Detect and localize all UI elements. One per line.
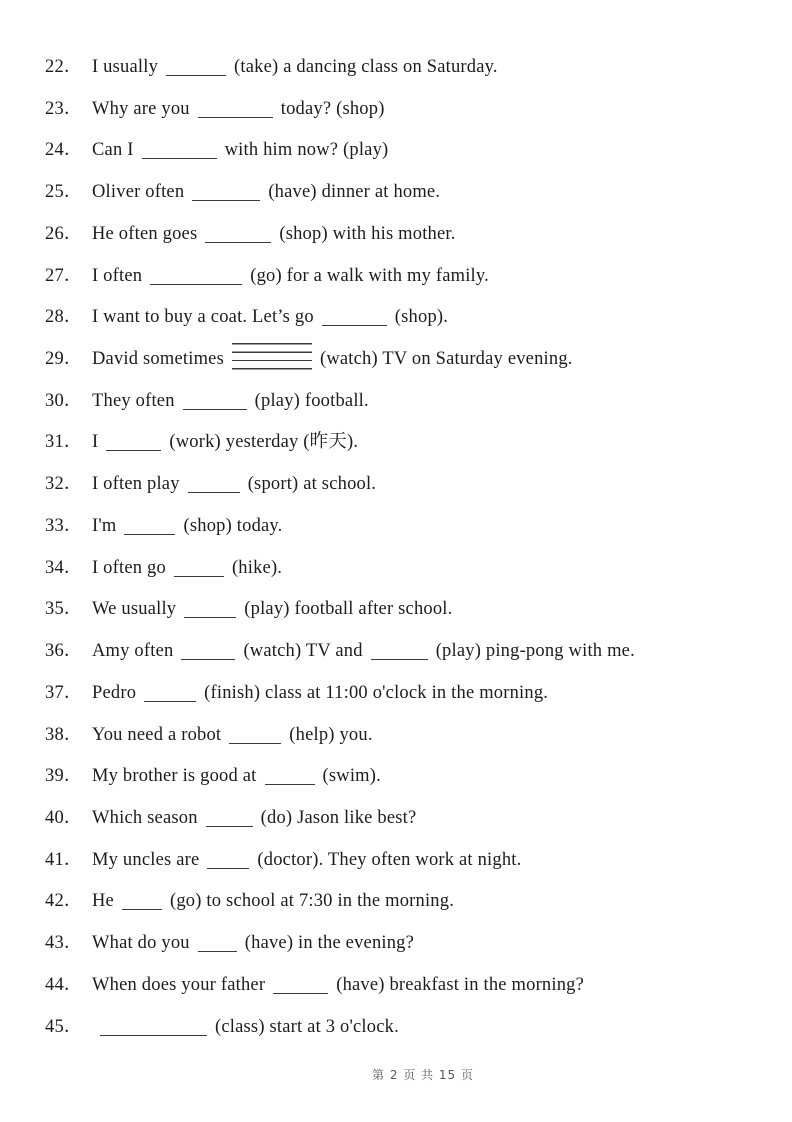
blank-line <box>142 147 217 159</box>
exercise-item <box>45 715 792 757</box>
item-number: 36． <box>45 641 83 662</box>
item-text: You need a robot <box>92 724 222 745</box>
item-text: I <box>92 432 99 453</box>
blank-line <box>144 690 196 702</box>
blank-line <box>181 648 235 660</box>
page-footer <box>27 1066 792 1083</box>
item-number: 31． <box>45 432 83 453</box>
item-text: Pedro <box>92 682 137 703</box>
item-text: (take) a dancing class on Saturday. <box>234 57 498 77</box>
item-text: I usually <box>92 57 159 77</box>
item-number: 34． <box>45 557 83 578</box>
blank-line <box>188 481 240 493</box>
item-text: Which season <box>92 807 198 828</box>
blank-line <box>371 648 428 660</box>
item-text: (shop). <box>394 307 449 328</box>
item-number: 43． <box>45 933 83 954</box>
item-number: 26． <box>45 223 83 244</box>
exercise-item <box>45 756 792 798</box>
blank-line <box>198 940 237 952</box>
item-text: He often goes <box>92 223 198 244</box>
exercise-item <box>45 214 792 256</box>
item-number: 30． <box>45 390 83 411</box>
exercise-item <box>45 297 792 339</box>
item-text: (sport) at school. <box>247 474 377 495</box>
item-number: 38． <box>45 724 83 745</box>
blank-line <box>150 273 242 285</box>
blank-line <box>207 857 249 869</box>
item-number: 23． <box>45 98 83 119</box>
item-text: Why are you <box>92 98 190 119</box>
item-text: They often <box>92 390 175 411</box>
exercise-item <box>45 130 792 172</box>
item-text: Oliver often <box>92 182 185 203</box>
item-text: My uncles are <box>92 849 200 870</box>
exercise-item <box>45 172 792 214</box>
blank-line <box>273 982 328 994</box>
item-text: Amy often <box>92 641 174 662</box>
item-text: (go) to school at 7:30 in the morning. <box>169 891 455 912</box>
item-text: Can I <box>92 140 134 161</box>
blank-line <box>184 606 236 618</box>
item-number: 33． <box>45 515 83 536</box>
item-text: (play) football. <box>254 390 369 411</box>
item-text: My brother is good at <box>92 766 257 787</box>
item-text: (swim). <box>322 766 381 787</box>
item-text: I'm <box>92 515 117 536</box>
item-text: I want to buy a coat. Let’s go <box>92 307 314 328</box>
item-text: (have) dinner at home. <box>268 182 441 203</box>
item-number: 28． <box>45 307 83 328</box>
blank-line <box>265 773 315 785</box>
exercise-item <box>45 631 792 673</box>
item-text: I often <box>92 265 143 286</box>
item-number: 29． <box>45 349 83 370</box>
exercise-item <box>45 47 792 89</box>
item-number: 35． <box>45 599 83 620</box>
blank-line <box>229 732 281 744</box>
item-text: (doctor). They often work at night. <box>257 849 522 870</box>
item-text: (hike). <box>231 557 283 578</box>
item-text: (watch) TV and <box>243 641 363 662</box>
item-number: 24． <box>45 140 83 161</box>
item-text: (go) for a walk with my family. <box>250 265 489 286</box>
blank-stack-lines <box>232 343 312 370</box>
exercise-item <box>45 589 792 631</box>
blank-line <box>205 231 271 243</box>
blank-line <box>124 523 175 535</box>
blank-line <box>183 398 247 410</box>
item-text: When does your father <box>92 974 266 995</box>
blank-line <box>174 565 224 577</box>
item-text: (finish) class at 11:00 o'clock in the morning. <box>204 682 549 703</box>
exercise-item <box>45 339 792 381</box>
item-text: I often go <box>92 557 166 578</box>
exercise-item <box>45 881 792 923</box>
blank-line <box>322 314 387 326</box>
blank-line <box>206 815 253 827</box>
item-number: 45． <box>45 1016 83 1037</box>
item-text: What do you <box>92 933 190 954</box>
exercise-item <box>45 673 792 715</box>
item-text: (do) Jason like best? <box>260 807 417 828</box>
item-text: (have) in the evening? <box>244 933 415 954</box>
item-text: (shop) with his mother. <box>279 223 456 244</box>
item-text: today? (shop) <box>280 98 385 119</box>
exercise-item <box>45 464 792 506</box>
item-number: 40． <box>45 807 83 828</box>
item-number: 27． <box>45 265 83 286</box>
blank-line <box>100 1024 207 1036</box>
exercise-item <box>45 1007 792 1049</box>
item-number: 37． <box>45 682 83 703</box>
exercise-item <box>45 798 792 840</box>
item-text: (watch) TV on Saturday evening. <box>319 349 573 370</box>
exercise-item <box>45 506 792 548</box>
item-number: 25． <box>45 182 83 203</box>
item-text: David sometimes <box>92 349 224 370</box>
blank-line <box>198 106 273 118</box>
item-text: He <box>92 891 114 912</box>
page-number: 第 2 页 共 15 页 <box>372 1068 474 1082</box>
exercise-item <box>45 840 792 882</box>
blank-line <box>106 439 161 451</box>
blank-line <box>166 64 226 76</box>
item-text: (play) football after school. <box>244 599 453 620</box>
exercise-item <box>45 422 792 464</box>
item-text: (play) ping-pong with me. <box>435 641 635 662</box>
exercise-item <box>45 548 792 590</box>
exercise-item <box>45 256 792 298</box>
exercise-item <box>45 89 792 131</box>
item-text: (shop) today. <box>183 515 283 536</box>
exercise-item <box>45 381 792 423</box>
item-text: I often play <box>92 474 180 495</box>
exercise-item <box>45 965 792 1007</box>
item-number: 42． <box>45 891 83 912</box>
blank-line <box>192 189 260 201</box>
item-text: (class) start at 3 o'clock. <box>215 1016 399 1037</box>
item-number: 41． <box>45 849 83 870</box>
item-number: 32． <box>45 474 83 495</box>
item-text: (have) breakfast in the morning? <box>336 974 585 995</box>
exercise-item <box>45 923 792 965</box>
item-text: with him now? (play) <box>224 140 389 161</box>
item-number: 22． <box>45 57 83 77</box>
item-number: 44． <box>45 974 83 995</box>
item-text: (help) you. <box>289 724 373 745</box>
item-number: 39． <box>45 766 83 787</box>
item-text: (work) yesterday (昨天). <box>169 432 359 453</box>
item-text: We usually <box>92 599 177 620</box>
blank-line <box>122 898 162 910</box>
